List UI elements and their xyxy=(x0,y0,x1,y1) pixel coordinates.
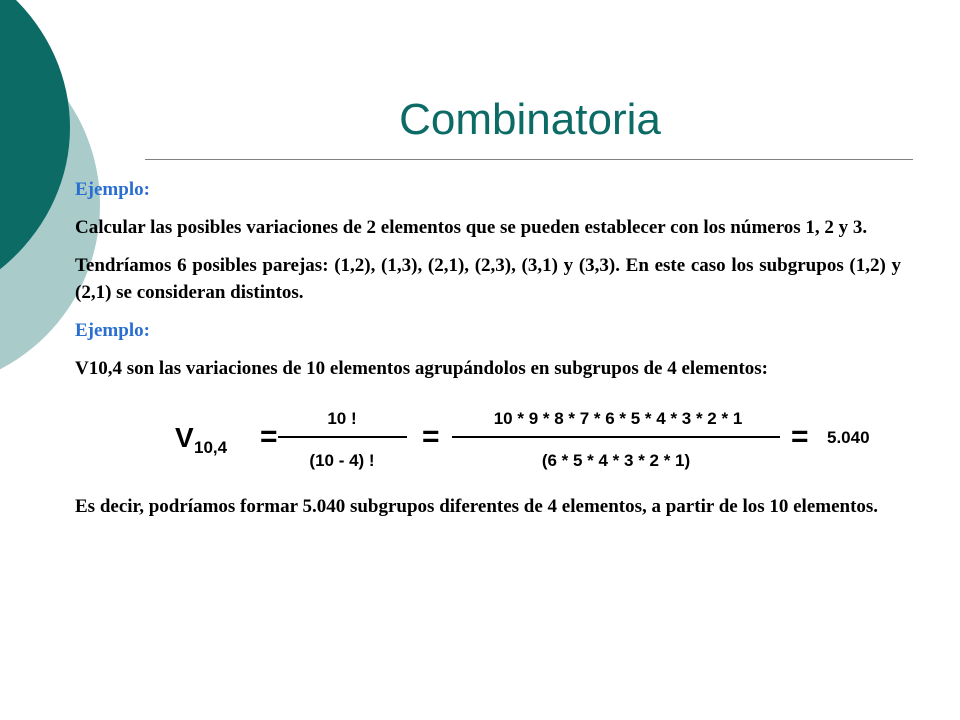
paragraph-definition: V10,4 son las variaciones de 10 elementos agrupándolos en subgrupos de 4 elementos: xyxy=(75,358,768,379)
formula-lhs-subscript: 10,4 xyxy=(194,438,228,457)
variation-formula xyxy=(75,393,901,479)
formula-equals-1: = xyxy=(260,420,278,453)
formula-lhs-symbol: V xyxy=(175,422,194,453)
example-heading-1: Ejemplo: xyxy=(75,179,150,200)
paragraph-conclusion: Es decir, podríamos formar 5.040 subgrupos diferentes de 4 elementos, a partir de los 10 elementos. xyxy=(75,496,879,517)
fraction-2-numerator: 10 * 9 * 8 * 7 * 6 * 5 * 4 * 3 * 2 * 1 xyxy=(493,409,743,428)
slide-title: Combinatoria xyxy=(399,95,661,144)
formula-equals-2: = xyxy=(422,420,440,453)
fraction-1-numerator: 10 ! xyxy=(327,409,357,428)
title-divider xyxy=(145,159,913,160)
paragraph-pairs: Tendríamos 6 posibles parejas: (1,2), (1,3), (2,1), (2,3), (3,1) y (3,3). En este caso los subgrupos (1,2) y (2,1) se consideran distintos. xyxy=(75,255,901,303)
formula-graphic xyxy=(75,393,901,479)
example-heading-2: Ejemplo: xyxy=(75,320,150,341)
fraction-1-denominator: (10 - 4) ! xyxy=(309,451,375,470)
fraction-2-denominator: (6 * 5 * 4 * 3 * 2 * 1) xyxy=(541,451,691,470)
formula-equals-3: = xyxy=(791,420,809,453)
formula-result: 5.040 xyxy=(827,428,870,447)
slide-body xyxy=(75,176,901,531)
paragraph-problem: Calcular las posibles variaciones de 2 elementos que se pueden establecer con los números 1, 2 y 3. xyxy=(75,217,868,238)
